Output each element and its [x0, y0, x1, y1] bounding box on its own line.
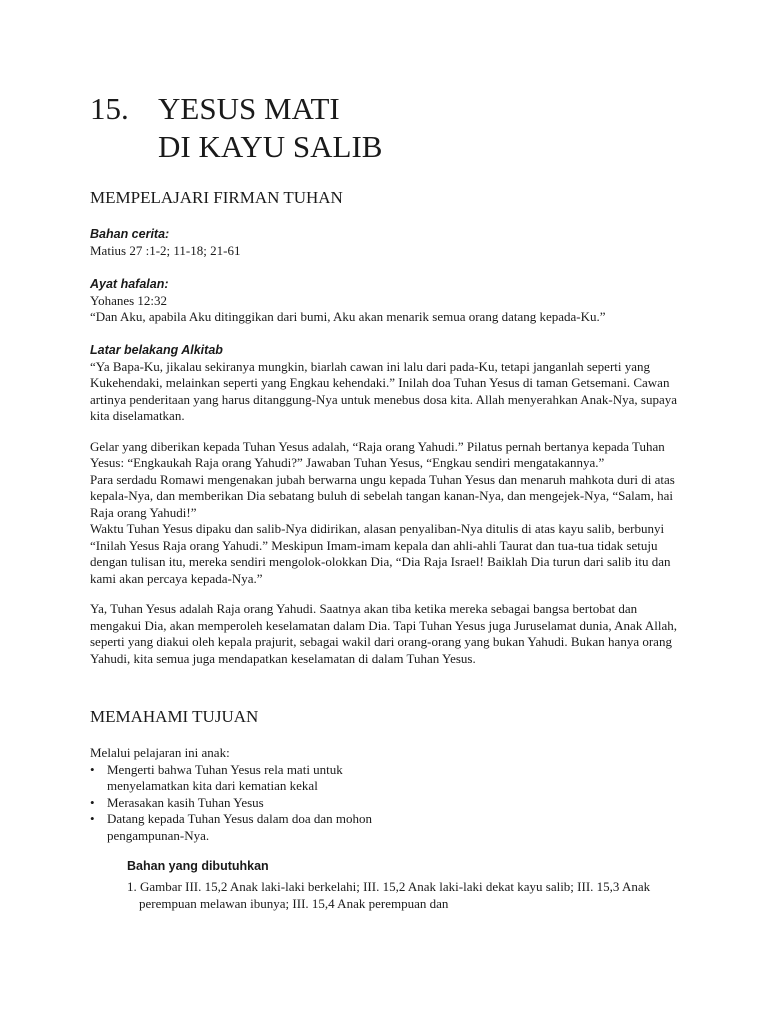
bahan-dibutuhkan-list [127, 879, 690, 912]
tujuan-intro: Melalui pelajaran ini anak: [90, 745, 230, 760]
lesson-number: 15. [90, 91, 129, 126]
title-line-2: DI KAYU SALIB [158, 129, 383, 164]
ayat-hafalan-ref: Yohanes 12:32 [90, 292, 168, 308]
bullet-line: Merasakan kasih Tuhan Yesus [107, 794, 264, 810]
list-item: 1. Gambar III. 15,2 Anak laki-laki berkelahi; III. 15,2 Anak laki-laki dekat kayu salib; III. 15,3 Anak perempuan melawan ibunya; III. 15,4 Anak perempuan dan [127, 879, 651, 911]
bahan-cerita-text: Matius 27 :1-2; 11-18; 21-61 [90, 243, 241, 258]
bullet-line: menyelamatkan kita dari kematian kekal [107, 778, 318, 793]
latar-paragraph-2c: Waktu Tuhan Yesus dipaku dan salib-Nya didirikan, alasan penyaliban-Nya ditulis di atas kayu salib, berbunyi “Inilah Yesus Raja orang Yahudi.” Meskipun Imam-imam kepala dan ahli-ahli Taurat dan tua-tua tidak setuju dengan tulisan itu, mereka sendiri mengolok-olokkan Dia, “Dia Raja Israel! Baiklah Dia turun dari salib itu dan kami akan percaya kepada-Nya.” [90, 521, 671, 586]
ayat-hafalan-text: “Dan Aku, apabila Aku ditinggikan dari bumi, Aku akan menarik semua orang datang kepada-Ku.” [90, 309, 606, 324]
bahan-cerita-label: Bahan cerita: [90, 227, 170, 241]
latar-belakang-label: Latar belakang Alkitab [90, 342, 223, 357]
list-item [90, 811, 690, 844]
bullet-line: Datang kepada Tuhan Yesus dalam doa dan mohon [107, 811, 373, 826]
document-page [90, 90, 690, 912]
tujuan-list [90, 762, 690, 845]
list-item [90, 795, 690, 812]
latar-paragraph-1: “Ya Bapa-Ku, jikalau sekiranya mungkin, biarlah cawan ini lalu dari pada-Ku, tetapi janganlah seperti yang Kukehendaki, melainkan seperti yang Engkau kehendaki.” Inilah doa Tuhan Yesus di taman Getsemani. Cawan artinya penderitaan yang harus ditanggung-Nya untuk menebus dosa kita. Allah menyerahkan Anak-Nya, supaya kita diselamatkan. [90, 358, 677, 423]
section-heading-tujuan: MEMAHAMI TUJUAN [90, 707, 259, 726]
page-title [90, 90, 690, 166]
ayat-hafalan-label: Ayat hafalan: [90, 276, 169, 291]
latar-paragraph-3: Ya, Tuhan Yesus adalah Raja orang Yahudi. Saatnya akan tiba ketika mereka sebagai bangsa bertobat dan mengakui Dia, akan memperoleh keselamatan dalam Dia. Tapi Tuhan Yesus juga Juruselamat dunia, Anak Allah, seperti yang diakui oleh kepala prajurit, sebagai wakil dari orang-orang yang bukan Yahudi. Bukan hanya orang Yahudi, kita semua juga mendapatkan keselamatan di dalam Tuhan Yesus. [90, 601, 677, 666]
latar-paragraph-2a: Gelar yang diberikan kepada Tuhan Yesus adalah, “Raja orang Yahudi.” Pilatus pernah bertanya kepada Tuhan Yesus: “Engkaukah Raja orang Yahudi?” Jawaban Tuhan Yesus, “Engkau sendiri mengatakannya.” [90, 438, 665, 470]
bahan-dibutuhkan-block [127, 858, 690, 912]
title-line-1: YESUS MATI [158, 91, 340, 126]
bullet-line: Mengerti bahwa Tuhan Yesus rela mati untuk [107, 761, 343, 777]
list-item [90, 762, 690, 795]
bullet-line: pengampunan-Nya. [107, 827, 210, 843]
bahan-dibutuhkan-label: Bahan yang dibutuhkan [127, 859, 269, 873]
latar-paragraph-2b: Para serdadu Romawi mengenakan jubah berwarna ungu kepada Tuhan Yesus dan menaruh mahkota duri di atas kepala-Nya, dan memberikan Dia sebatang buluh di sebelah tangan kanan-Nya, dan mengejek-Nya, “Salam, hai Raja orang Yahudi!” [90, 471, 675, 520]
section-heading-firman: MEMPELAJARI FIRMAN TUHAN [90, 188, 343, 207]
